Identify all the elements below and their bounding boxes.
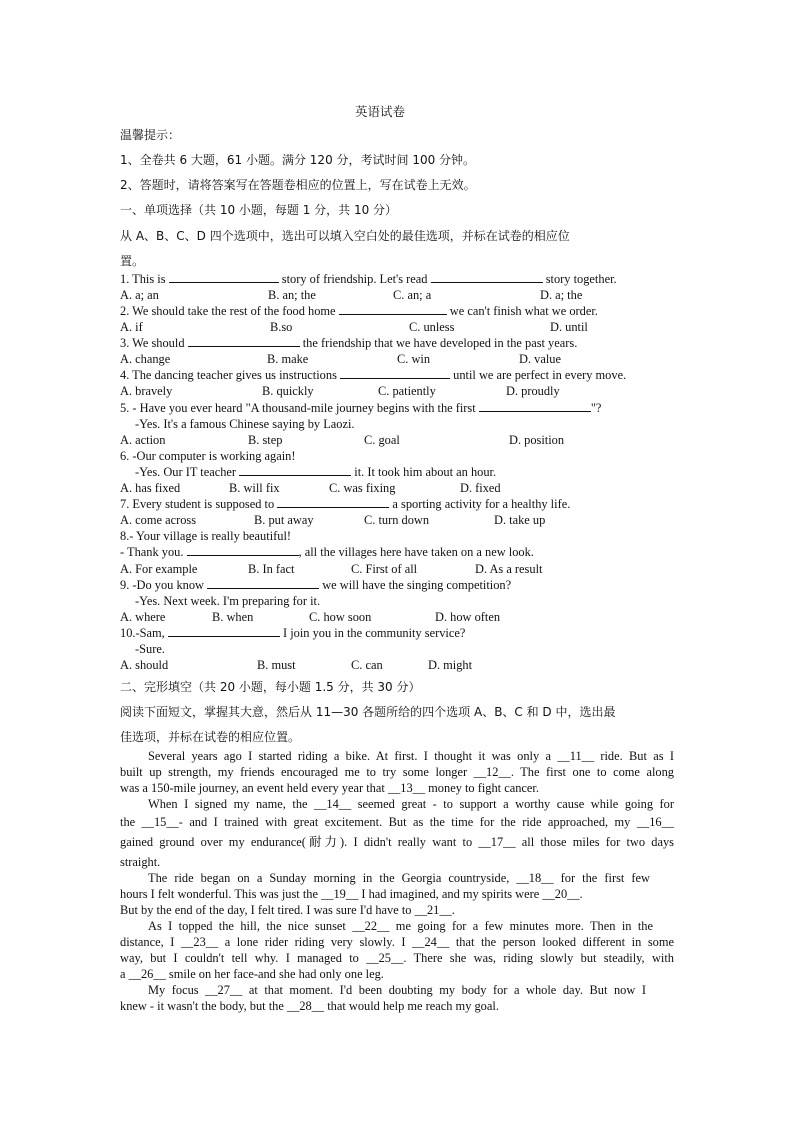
stem-text: story of friendship. Let's read <box>281 272 428 286</box>
option-a: A. For example <box>120 562 198 576</box>
option-b: B. quickly <box>262 384 314 398</box>
option-c: C. an; a <box>393 288 432 302</box>
options-row <box>0 512 794 528</box>
option-a: A. has fixed <box>120 481 181 495</box>
question-stem <box>120 400 601 416</box>
answer-blank <box>277 496 389 508</box>
question-stem <box>120 367 626 383</box>
option-c: C. First of all <box>351 562 418 576</box>
stem-text: "? <box>590 401 602 415</box>
passage-line: The ride began on a Sunday morning in the Georgia countryside, __18__ for the first few <box>148 871 650 885</box>
stem-text: a sporting activity for a healthy life. <box>392 497 571 511</box>
dialogue-reply: -Yes. It's a famous Chinese saying by Laozi. <box>135 417 355 431</box>
passage-line: built up strength, my friends encouraged me to try some longer __12__. The first one to come along <box>120 765 674 779</box>
option-a: A. action <box>120 433 166 447</box>
options-row <box>0 287 794 303</box>
options-row <box>0 561 794 577</box>
option-c: C. goal <box>364 433 400 447</box>
stem-text: story together. <box>545 272 617 286</box>
stem-text: 7. Every student is supposed to <box>120 497 275 511</box>
dialogue-reply <box>135 464 496 480</box>
answer-blank <box>339 303 447 315</box>
stem-text: - Thank you. <box>120 545 184 559</box>
option-b: B. In fact <box>248 562 295 576</box>
answer-blank <box>207 577 319 589</box>
section-instruction: 从 A、B、C、D 四个选项中，选出可以填入空白处的最佳选项，并标在试卷的相应位 <box>120 229 570 243</box>
question-stem: 8.- Your village is really beautiful! <box>120 529 292 543</box>
answer-blank <box>239 464 351 476</box>
dialogue-reply: -Sure. <box>135 642 165 656</box>
option-b: B. will fix <box>229 481 280 495</box>
option-d: D. take up <box>494 513 546 527</box>
stem-text: 2. We should take the rest of the food home <box>120 304 336 318</box>
option-c: C. unless <box>409 320 455 334</box>
stem-text: 10.-Sam, <box>120 626 165 640</box>
option-b: B. step <box>248 433 283 447</box>
passage-line: But by the end of the day, I felt tired. I was sure I'd have to __21__. <box>120 903 455 917</box>
options-row <box>0 609 794 625</box>
option-c: C. win <box>397 352 431 366</box>
option-c: C. how soon <box>309 610 372 624</box>
option-a: A. where <box>120 610 166 624</box>
option-a: A. bravely <box>120 384 173 398</box>
stem-text: I join you in the community service? <box>282 626 466 640</box>
stem-text: 1. This is <box>120 272 166 286</box>
passage-line: My focus __27__ at that moment. I'd been doubting my body for a whole day. But now I <box>148 983 646 997</box>
question-stem <box>120 577 511 593</box>
section-instruction: 置。 <box>120 254 145 268</box>
option-d: D. proudly <box>506 384 560 398</box>
options-row <box>0 432 794 448</box>
passage-line: straight. <box>120 855 161 869</box>
option-d: D. value <box>519 352 561 366</box>
passage-line: distance, I __23__ a lone rider riding very slowly. I __24__ that the person looked different in some <box>120 935 674 949</box>
option-b: B. make <box>267 352 309 366</box>
option-d: D. a; the <box>540 288 583 302</box>
passage-line: a __26__ smile on her face-and she had only one leg. <box>120 967 384 981</box>
option-b: B.so <box>270 320 293 334</box>
passage-line: was a 150-mile journey, an event held every year that __13__ money to fight cancer. <box>120 781 539 795</box>
stem-text: we can't finish what we order. <box>449 304 598 318</box>
passage-line: gained ground over my endurance(耐力). I didn't really want to __17__ all those miles for two days <box>120 835 674 849</box>
passage-line: the __15__- and I trained with great excitement. But as the time for the ride approached, my __16__ <box>120 815 674 829</box>
section-instruction: 阅读下面短文，掌握其大意，然后从 11—30 各题所给的四个选项 A、B、C 和 D 中，选出最 <box>120 705 616 719</box>
stem-text: 9. -Do you know <box>120 578 204 592</box>
question-stem <box>120 496 570 512</box>
options-row <box>0 657 794 673</box>
option-d: D. position <box>509 433 565 447</box>
stem-text: it. It took him about an hour. <box>354 465 497 479</box>
option-d: D. until <box>550 320 588 334</box>
options-row <box>0 319 794 335</box>
passage-line: As I topped the hill, the nice sunset __22__ me going for a few minutes more. Then in the <box>148 919 653 933</box>
section-instruction: 佳选项，并标在试卷的相应位置。 <box>120 730 301 744</box>
option-b: B. must <box>257 658 296 672</box>
passage-line: knew - it wasn't the body, but the __28__ that would help me reach my goal. <box>120 999 499 1013</box>
option-c: C. was fixing <box>329 481 396 495</box>
question-stem: 6. -Our computer is working again! <box>120 449 296 463</box>
dialogue-reply <box>120 544 534 560</box>
stem-text: until we are perfect in every move. <box>453 368 627 382</box>
question-stem <box>120 335 577 351</box>
options-row <box>0 351 794 367</box>
passage-line: Several years ago I started riding a bike. At first. I thought it was only a __11__ ride. But as I <box>148 749 674 763</box>
option-d: D. fixed <box>460 481 501 495</box>
stem-text: the friendship that we have developed in the past years. <box>302 336 578 350</box>
option-b: B. an; the <box>268 288 316 302</box>
option-a: A. a; an <box>120 288 159 302</box>
stem-text: we will have the singing competition? <box>322 578 512 592</box>
option-b: B. when <box>212 610 254 624</box>
page-title: 英语试卷 <box>354 104 405 119</box>
section-heading: 一、单项选择（共 10 小题，每题 1 分，共 10 分） <box>120 203 398 217</box>
tip-line: 2、答题时，请将答案写在答题卷相应的位置上，写在试卷上无效。 <box>120 178 476 192</box>
answer-blank <box>340 367 450 379</box>
tip-line: 1、全卷共 6 大题，61 小题。满分 120 分，考试时间 100 分钟。 <box>120 153 476 167</box>
question-stem <box>120 271 617 287</box>
option-a: A. change <box>120 352 171 366</box>
option-c: C. can <box>351 658 383 672</box>
option-d: D. how often <box>435 610 501 624</box>
question-stem <box>120 303 598 319</box>
passage-line: hours I felt wonderful. This was just the __19__ I had imagined, and my spirits were __20__. <box>120 887 583 901</box>
stem-text: 3. We should <box>120 336 185 350</box>
option-d: D. As a result <box>475 562 543 576</box>
option-c: C. turn down <box>364 513 430 527</box>
answer-blank <box>169 271 279 283</box>
answer-blank <box>431 271 543 283</box>
question-stem <box>120 625 465 641</box>
answer-blank <box>479 400 591 412</box>
answer-blank <box>168 625 280 637</box>
option-a: A. should <box>120 658 169 672</box>
answer-blank <box>187 544 299 556</box>
option-d: D. might <box>428 658 473 672</box>
option-b: B. put away <box>254 513 314 527</box>
stem-text: -Yes. Our IT teacher <box>135 465 237 479</box>
option-c: C. patiently <box>378 384 436 398</box>
stem-text: , all the villages here have taken on a new look. <box>298 545 534 559</box>
option-a: A. if <box>120 320 143 334</box>
section-heading: 二、完形填空（共 20 小题，每小题 1.5 分，共 30 分） <box>120 680 421 694</box>
passage-line: way, but I couldn't tell why. I managed to __25__. There she was, riding slowly but steadily, with <box>120 951 674 965</box>
answer-blank <box>188 335 300 347</box>
options-row <box>0 480 794 496</box>
stem-text: 4. The dancing teacher gives us instructions <box>120 368 337 382</box>
option-a: A. come across <box>120 513 197 527</box>
dialogue-reply: -Yes. Next week. I'm preparing for it. <box>135 594 321 608</box>
stem-text: 5. - Have you ever heard "A thousand-mile journey begins with the first <box>120 401 476 415</box>
options-row <box>0 383 794 399</box>
passage-line: When I signed my name, the __14__ seemed great - to support a worthy cause while going for <box>148 797 674 811</box>
tips-label: 温馨提示： <box>120 128 181 142</box>
